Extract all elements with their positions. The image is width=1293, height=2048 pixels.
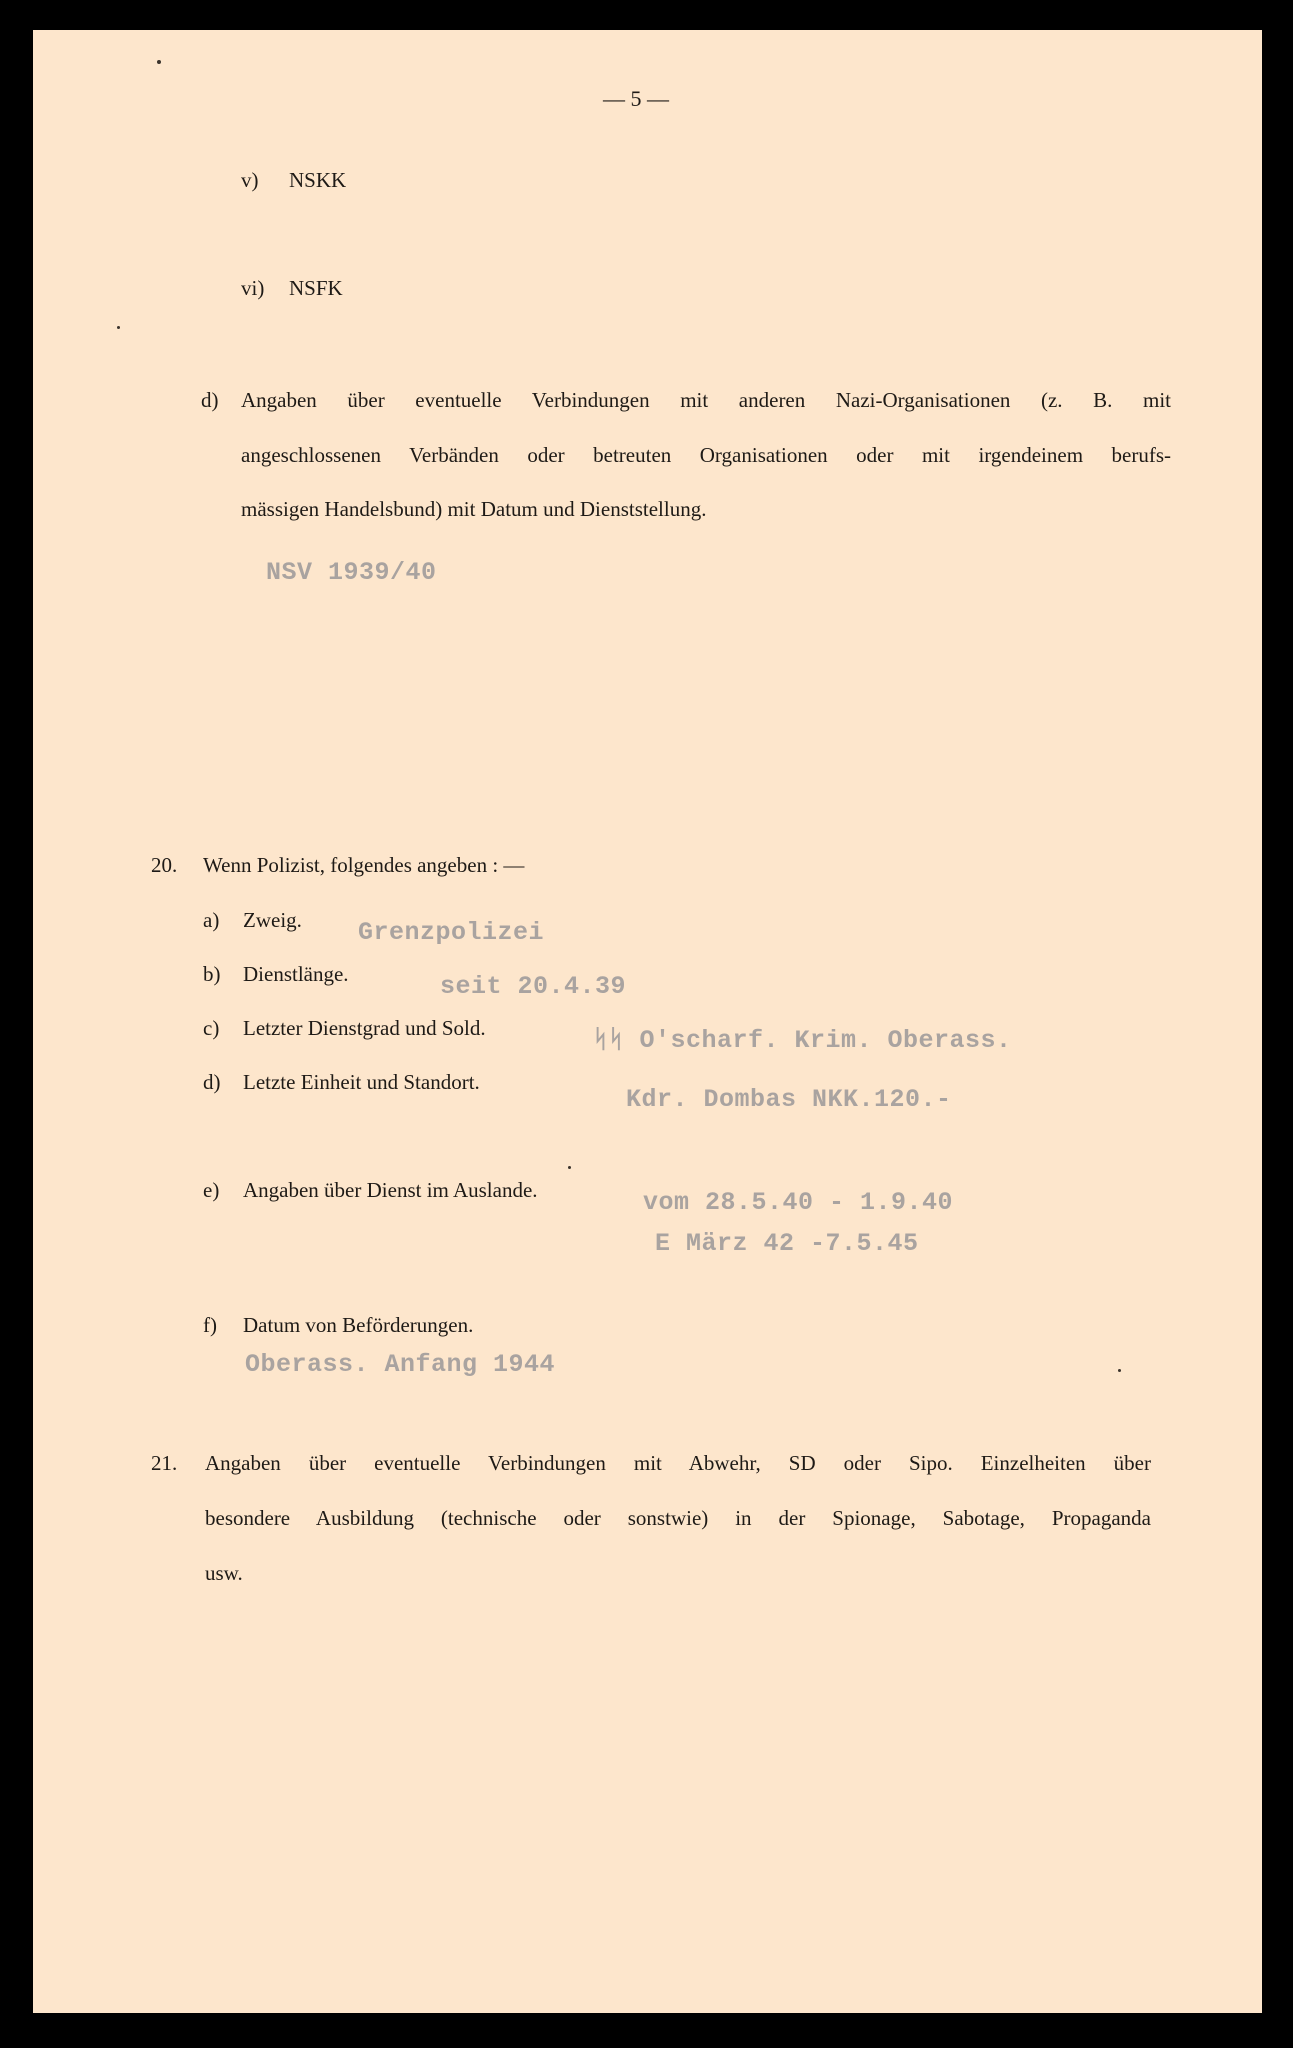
q20-a-text: Zweig. [243, 908, 302, 932]
q20-e-answer-2: E März 42 -7.5.45 [655, 1229, 919, 1258]
item-d-label: d) [201, 388, 219, 412]
q20-d-text: Letzte Einheit und Standort. [243, 1070, 480, 1094]
item-vi-label: vi) [241, 276, 265, 300]
item-v-label: v) [241, 168, 259, 192]
q20-f-answer: Oberass. Anfang 1944 [245, 1350, 556, 1379]
q21-line2: besondere Ausbildung (technische oder sonstwie) in der Spionage, Sabotage, Propaganda [205, 1506, 1151, 1530]
item-vi-text: NSFK [289, 276, 343, 300]
q21-number: 21. [151, 1451, 178, 1475]
document-page [33, 30, 1262, 2013]
q20-a-label: a) [203, 908, 220, 932]
q20-f-label: f) [203, 1313, 217, 1337]
paper-speck [568, 1166, 571, 1169]
q20-b-text: Dienstlänge. [243, 962, 349, 986]
q20-d-answer: Kdr. Dombas NKK.120.- [626, 1085, 952, 1114]
q20-number: 20. [151, 853, 178, 877]
q20-b-label: b) [203, 962, 221, 986]
paper-speck [1118, 1369, 1121, 1372]
q20-c-label: c) [203, 1016, 220, 1040]
item-v-text: NSKK [289, 168, 347, 192]
paper-speck [117, 326, 120, 329]
q20-e-answer-1: vom 28.5.40 - 1.9.40 [643, 1188, 954, 1217]
item-d-line1: Angaben über eventuelle Verbindungen mit anderen Nazi-Organisationen (z. B. mit [241, 388, 1171, 412]
q20-c-text: Letzter Dienstgrad und Sold. [243, 1016, 486, 1040]
q20-c-answer: ᛋᛋ O'scharf. Krim. Oberass. [593, 1026, 1012, 1055]
q20-e-text: Angaben über Dienst im Auslande. [243, 1178, 538, 1202]
q20-a-answer: Grenzpolizei [358, 918, 545, 947]
q20-e-label: e) [203, 1178, 220, 1202]
q21-line3: usw. [205, 1561, 243, 1585]
q20-d-label: d) [203, 1070, 221, 1094]
item-d-line2: angeschlossenen Verbänden oder betreuten Organisationen oder mit irgendeinem berufs- [241, 443, 1171, 467]
item-d-line3: mässigen Handelsbund) mit Datum und Dienststellung. [241, 497, 707, 521]
q20-title: Wenn Polizist, folgendes angeben : — [203, 853, 525, 877]
paper-speck [157, 60, 161, 64]
q21-line1: Angaben über eventuelle Verbindungen mit Abwehr, SD oder Sipo. Einzelheiten über [205, 1451, 1151, 1475]
q20-f-text: Datum von Beförderungen. [243, 1313, 474, 1337]
q20-b-answer: seit 20.4.39 [440, 972, 627, 1001]
page-number: — 5 — [603, 86, 669, 111]
item-d-answer: NSV 1939/40 [266, 558, 437, 587]
